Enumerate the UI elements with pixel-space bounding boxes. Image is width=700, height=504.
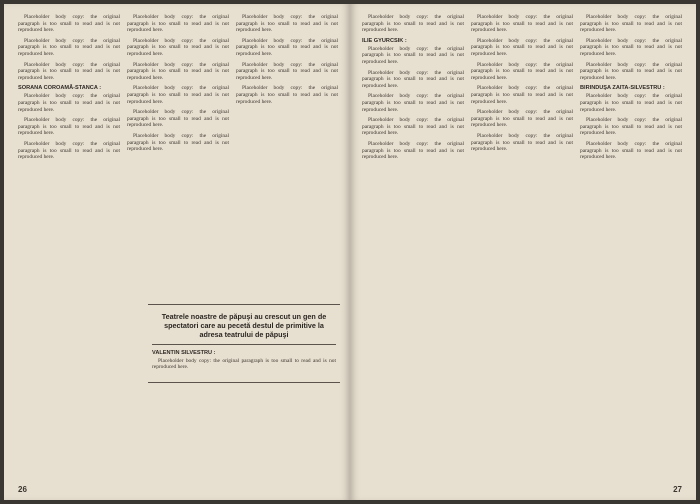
body-paragraph: Placeholder body copy: the original paragraph is too small to read and is not reproduced here. <box>471 37 573 57</box>
right-col-2 <box>471 14 573 474</box>
body-paragraph: Placeholder body copy: the original paragraph is too small to read and is not reproduced here. <box>471 61 573 81</box>
body-paragraph: Placeholder body copy: the original paragraph is too small to read and is not reproduced here. <box>236 14 338 34</box>
body-paragraph: Placeholder body copy: the original paragraph is too small to read and is not reproduced here. <box>580 117 682 137</box>
body-paragraph: Placeholder body copy: the original paragraph is too small to read and is not reproduced here. <box>18 93 120 113</box>
speaker-name: BIRINDUŞA ZAITA-SILVESTRU : <box>580 85 665 92</box>
body-paragraph: Placeholder body copy: the original paragraph is too small to read and is not reproduced here. <box>362 14 464 34</box>
body-paragraph: Placeholder body copy: the original paragraph is too small to read and is not reproduced here. <box>580 37 682 57</box>
body-paragraph: Placeholder body copy: the original paragraph is too small to read and is not reproduced here. <box>362 69 464 89</box>
body-paragraph: Placeholder body copy: the original paragraph is too small to read and is not reproduced here. <box>127 109 229 129</box>
body-paragraph: Placeholder body copy: the original paragraph is too small to read and is not reproduced here. <box>471 85 573 105</box>
right-col-1 <box>362 14 464 474</box>
body-paragraph: Placeholder body copy: the original paragraph is too small to read and is not reproduced here. <box>127 61 229 81</box>
body-paragraph: Placeholder body copy: the original paragraph is too small to read and is not reproduced here. <box>471 14 573 34</box>
left-page <box>4 4 350 500</box>
speaker-name: ILIE GYURCSIK : <box>362 37 407 44</box>
left-col-1 <box>18 14 120 474</box>
page-number-left: 26 <box>18 485 27 494</box>
body-paragraph: Placeholder body copy: the original paragraph is too small to read and is not reproduced here. <box>362 140 464 161</box>
sidebar-title: Teatrele noastre de păpuşi au crescut un gen de spectatori care au pecetă destul de primitive la adresa teatrului de păpuşi <box>161 312 327 340</box>
body-paragraph: Placeholder body copy: the original paragraph is too small to read and is not reproduced here. <box>580 93 682 113</box>
body-paragraph: Placeholder body copy: the original paragraph is too small to read and is not reproduced here. <box>127 132 229 153</box>
body-paragraph: Placeholder body copy: the original paragraph is too small to read and is not reproduced here. <box>580 61 682 81</box>
body-paragraph: Placeholder body copy: the original paragraph is too small to read and is not reproduced here. <box>362 93 464 113</box>
body-paragraph: Placeholder body copy: the original paragraph is too small to read and is not reproduced here. <box>18 37 120 57</box>
sidebar-rule <box>152 344 336 345</box>
body-paragraph: Placeholder body copy: the original paragraph is too small to read and is not reproduced here. <box>471 109 573 129</box>
body-paragraph: Placeholder body copy: the original paragraph is too small to read and is not reproduced here. <box>362 117 464 137</box>
body-paragraph: Placeholder body copy: the original paragraph is too small to read and is not reproduced here. <box>580 14 682 34</box>
body-paragraph: Placeholder body copy: the original paragraph is too small to read and is not reproduced here. <box>152 357 336 371</box>
body-paragraph: Placeholder body copy: the original paragraph is too small to read and is not reproduced here. <box>236 85 338 105</box>
speaker-name: SORANA COROAMĂ-STANCA : <box>18 85 102 92</box>
page-number-right: 27 <box>673 485 682 494</box>
right-col-3 <box>580 14 682 474</box>
body-paragraph: Placeholder body copy: the original paragraph is too small to read and is not reproduced here. <box>362 45 464 65</box>
body-paragraph: Placeholder body copy: the original paragraph is too small to read and is not reproduced here. <box>18 117 120 137</box>
body-paragraph: Placeholder body copy: the original paragraph is too small to read and is not reproduced here. <box>18 140 120 161</box>
right-page <box>350 4 696 500</box>
body-paragraph: Placeholder body copy: the original paragraph is too small to read and is not reproduced here. <box>127 85 229 105</box>
body-paragraph: Placeholder body copy: the original paragraph is too small to read and is not reproduced here. <box>127 14 229 34</box>
sidebar-box <box>148 304 340 383</box>
body-paragraph: Placeholder body copy: the original paragraph is too small to read and is not reproduced here. <box>236 61 338 81</box>
left-col-3 <box>236 14 338 474</box>
body-paragraph: Placeholder body copy: the original paragraph is too small to read and is not reproduced here. <box>580 140 682 161</box>
body-paragraph: Placeholder body copy: the original paragraph is too small to read and is not reproduced here. <box>127 37 229 57</box>
sidebar-below <box>152 350 336 371</box>
body-paragraph: Placeholder body copy: the original paragraph is too small to read and is not reproduced here. <box>18 61 120 81</box>
speaker-name: VALENTIN SILVESTRU : <box>152 349 216 356</box>
body-paragraph: Placeholder body copy: the original paragraph is too small to read and is not reproduced here. <box>471 132 573 153</box>
left-col-2 <box>127 14 229 474</box>
magazine-spread <box>4 4 696 500</box>
body-paragraph: Placeholder body copy: the original paragraph is too small to read and is not reproduced here. <box>236 37 338 57</box>
body-paragraph: Placeholder body copy: the original paragraph is too small to read and is not reproduced here. <box>18 14 120 34</box>
